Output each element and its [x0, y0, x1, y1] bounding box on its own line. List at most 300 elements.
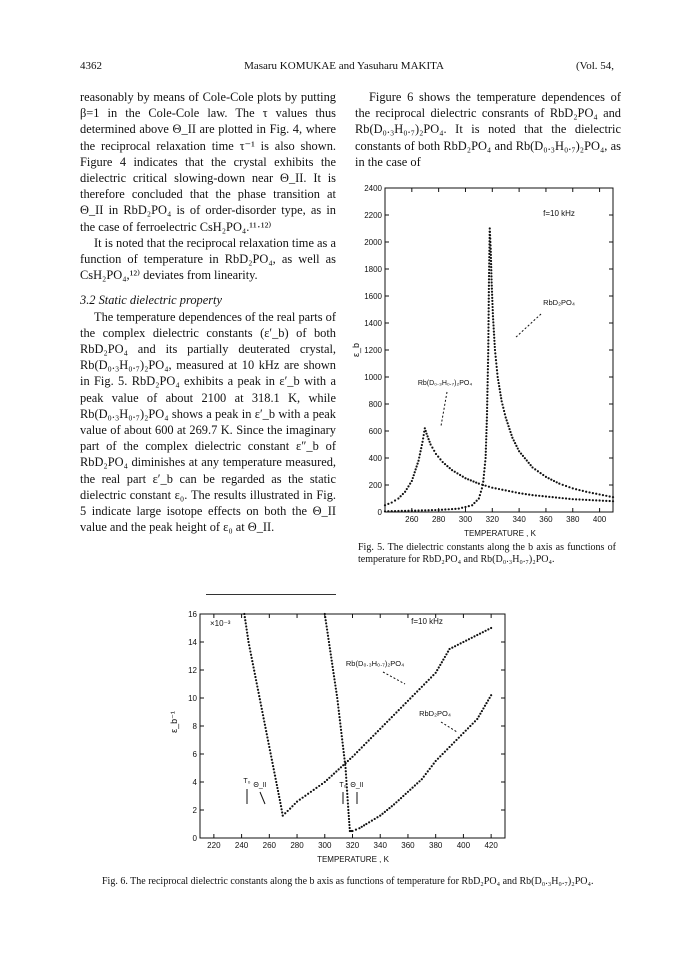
data-point — [414, 471, 416, 473]
data-point — [495, 487, 497, 489]
left-paragraph-2: It is noted that the reciprocal relaxation time as a function of temperature in RbD₂PO₄, as well as CsH₂PO₄,¹²⁾ deviates from linearity. — [80, 235, 336, 283]
y-tick-label: 8 — [192, 722, 197, 731]
data-point — [407, 485, 409, 487]
x-axis-label: TEMPERATURE , K — [464, 529, 536, 538]
data-point — [484, 457, 486, 459]
data-point — [513, 439, 515, 441]
x-tick-label: 420 — [484, 841, 498, 850]
data-point — [326, 632, 328, 634]
data-point — [419, 450, 421, 452]
series-label-rb-d03h07: Rb(D₀.₃H₀.₇)₂PO₄ — [345, 659, 405, 668]
data-point — [330, 656, 332, 658]
data-point — [258, 692, 260, 694]
y-tick-label: 16 — [188, 610, 197, 619]
data-point — [274, 775, 276, 777]
data-point — [510, 434, 512, 436]
data-point — [381, 813, 383, 815]
series-label-rbd2po4: RbD₂PO₄ — [419, 709, 451, 718]
data-point — [449, 467, 451, 469]
data-point — [470, 479, 472, 481]
data-point — [358, 749, 360, 751]
data-point — [340, 766, 342, 768]
data-point — [595, 493, 597, 495]
data-point — [588, 499, 590, 501]
data-point — [344, 767, 346, 769]
data-point — [411, 480, 413, 482]
data-point — [505, 416, 507, 418]
data-point — [272, 765, 274, 767]
data-point — [488, 281, 490, 283]
data-point — [498, 382, 500, 384]
data-point — [351, 830, 353, 832]
data-point — [488, 275, 490, 277]
data-point — [486, 404, 488, 406]
x-tick-label: 320 — [345, 841, 360, 850]
data-point — [486, 394, 488, 396]
data-point — [336, 697, 338, 699]
data-point — [391, 716, 393, 718]
data-point — [462, 641, 464, 643]
data-point — [355, 829, 357, 831]
data-point — [347, 760, 349, 762]
data-point — [354, 753, 356, 755]
data-point — [426, 435, 428, 437]
x-tick-label: 360 — [539, 515, 553, 524]
data-point — [460, 734, 462, 736]
data-point — [444, 751, 446, 753]
data-point — [301, 797, 303, 799]
data-point — [280, 808, 282, 810]
data-point — [598, 493, 600, 495]
data-point — [487, 333, 489, 335]
data-point — [467, 478, 469, 480]
data-point — [329, 650, 331, 652]
data-point — [345, 770, 347, 772]
data-point — [488, 297, 490, 299]
data-point — [423, 683, 425, 685]
data-point — [490, 266, 492, 268]
data-point — [489, 244, 491, 246]
data-point — [346, 793, 348, 795]
data-point — [409, 483, 411, 485]
data-point — [455, 739, 457, 741]
y-axis-label: ε_b — [351, 342, 361, 358]
data-point — [501, 489, 503, 491]
data-point — [331, 775, 333, 777]
data-point — [263, 717, 265, 719]
data-point — [405, 793, 407, 795]
data-point — [246, 628, 248, 630]
data-point — [279, 799, 281, 801]
data-point — [432, 674, 434, 676]
data-point — [247, 641, 249, 643]
y-tick-label: 1800 — [364, 265, 382, 274]
data-point — [494, 352, 496, 354]
data-point — [592, 499, 594, 501]
data-point — [490, 254, 492, 256]
data-point — [365, 742, 367, 744]
data-point — [500, 394, 502, 396]
data-point — [534, 468, 536, 470]
data-point — [444, 508, 446, 510]
data-point — [244, 619, 246, 621]
data-point — [505, 489, 507, 491]
data-point — [492, 324, 494, 326]
data-point — [384, 510, 386, 512]
data-point — [481, 484, 483, 486]
data-point — [568, 486, 570, 488]
data-point — [327, 635, 329, 637]
data-point — [489, 227, 491, 229]
data-point — [345, 777, 347, 779]
data-point — [528, 462, 530, 464]
data-point — [490, 260, 492, 262]
data-point — [439, 755, 441, 757]
data-point — [349, 827, 351, 829]
data-point — [475, 481, 477, 483]
data-point — [498, 385, 500, 387]
data-point — [340, 726, 342, 728]
data-point — [279, 802, 281, 804]
data-point — [374, 818, 376, 820]
data-point — [391, 510, 393, 512]
data-point — [291, 805, 293, 807]
data-point — [264, 727, 266, 729]
data-point — [243, 613, 245, 615]
data-point — [404, 510, 406, 512]
data-point — [486, 387, 488, 389]
data-point — [485, 451, 487, 453]
data-point — [458, 737, 460, 739]
data-point — [487, 628, 489, 630]
data-point — [251, 660, 253, 662]
data-point — [506, 419, 508, 421]
data-point — [413, 474, 415, 476]
data-point — [485, 441, 487, 443]
data-point — [490, 272, 492, 274]
data-point — [296, 801, 298, 803]
data-point — [552, 496, 554, 498]
data-point — [365, 823, 367, 825]
data-point — [484, 485, 486, 487]
data-point — [491, 306, 493, 308]
data-point — [491, 281, 493, 283]
data-point — [488, 310, 490, 312]
data-point — [417, 509, 419, 511]
x-tick-label: 340 — [512, 515, 526, 524]
data-point — [472, 723, 474, 725]
data-point — [526, 459, 528, 461]
data-point — [490, 257, 492, 259]
data-point — [327, 638, 329, 640]
data-point — [588, 491, 590, 493]
data-point — [572, 498, 574, 500]
data-point — [387, 503, 389, 505]
y-tick-label: 200 — [368, 481, 382, 490]
data-point — [393, 803, 395, 805]
data-point — [336, 694, 338, 696]
data-point — [400, 797, 402, 799]
data-point — [422, 437, 424, 439]
data-point — [562, 497, 564, 499]
x-axis-label: TEMPERATURE , K — [317, 855, 389, 864]
data-point — [397, 510, 399, 512]
data-point — [421, 441, 423, 443]
data-point — [486, 423, 488, 425]
data-point — [465, 640, 467, 642]
data-point — [446, 465, 448, 467]
leader-line — [441, 392, 447, 426]
data-point — [517, 447, 519, 449]
data-point — [499, 391, 501, 393]
data-point — [424, 427, 426, 429]
data-point — [535, 494, 537, 496]
data-point — [409, 789, 411, 791]
data-point — [347, 806, 349, 808]
data-point — [528, 494, 530, 496]
data-point — [483, 467, 485, 469]
data-point — [461, 507, 463, 509]
x-tick-label: 260 — [405, 515, 419, 524]
data-point — [585, 499, 587, 501]
data-point — [488, 304, 490, 306]
data-point — [493, 337, 495, 339]
data-point — [275, 778, 277, 780]
data-point — [486, 416, 488, 418]
data-point — [488, 291, 490, 293]
data-point — [430, 443, 432, 445]
data-point — [578, 489, 580, 491]
data-point — [425, 430, 427, 432]
data-point — [324, 616, 326, 618]
data-point — [400, 707, 402, 709]
data-point — [387, 510, 389, 512]
data-point — [488, 307, 490, 309]
data-point — [431, 447, 433, 449]
x-tick-label: 340 — [373, 841, 387, 850]
data-point — [582, 499, 584, 501]
data-point — [313, 789, 315, 791]
data-point — [299, 799, 301, 801]
data-point — [388, 807, 390, 809]
data-point — [341, 741, 343, 743]
data-point — [507, 425, 509, 427]
data-point — [344, 761, 346, 763]
data-point — [488, 272, 490, 274]
data-point — [482, 707, 484, 709]
data-point — [478, 715, 480, 717]
data-point — [602, 494, 604, 496]
data-point — [338, 713, 340, 715]
data-point — [482, 477, 484, 479]
data-point — [404, 491, 406, 493]
data-point — [488, 266, 490, 268]
data-point — [326, 628, 328, 630]
data-point — [467, 727, 469, 729]
data-point — [476, 634, 478, 636]
y-tick-label: 2400 — [364, 184, 382, 193]
data-point — [488, 301, 490, 303]
data-point — [487, 381, 489, 383]
data-point — [441, 509, 443, 511]
data-point — [508, 490, 510, 492]
data-point — [338, 710, 340, 712]
data-point — [511, 437, 513, 439]
data-point — [558, 497, 560, 499]
data-point — [261, 708, 263, 710]
theta-marker: Θ_II — [253, 782, 267, 789]
y-tick-label: 1600 — [364, 292, 382, 301]
running-head-authors: Masaru KOMUKAE and Yasuharu MAKITA — [244, 60, 444, 72]
data-point — [423, 776, 425, 778]
data-point — [280, 805, 282, 807]
data-point — [332, 666, 334, 668]
data-point — [244, 616, 246, 618]
data-point — [558, 483, 560, 485]
t0-marker: T₀ — [339, 782, 347, 789]
data-point — [414, 693, 416, 695]
data-point — [397, 497, 399, 499]
data-point — [441, 661, 443, 663]
data-point — [343, 754, 345, 756]
data-point — [485, 702, 487, 704]
data-point — [483, 470, 485, 472]
data-point — [542, 474, 544, 476]
data-point — [457, 644, 459, 646]
data-point — [324, 781, 326, 783]
data-point — [278, 796, 280, 798]
data-point — [347, 802, 349, 804]
data-point — [488, 294, 490, 296]
leader-line — [515, 314, 541, 338]
footnote-rule — [206, 594, 336, 595]
figure-5-caption: Fig. 5. The dielectric constants along the b axis as functions of temperature for RbD₂PO₄ and Rb(D₀.₃H₀.₇)₂PO₄. — [358, 542, 616, 565]
data-point — [438, 666, 440, 668]
data-point — [488, 314, 490, 316]
data-point — [539, 472, 541, 474]
data-point — [451, 647, 453, 649]
data-point — [530, 464, 532, 466]
data-point — [256, 682, 258, 684]
data-point — [252, 666, 254, 668]
y-tick-label: 1000 — [364, 373, 382, 382]
data-point — [249, 647, 251, 649]
freq-label: f=10 kHz — [543, 209, 575, 218]
data-point — [448, 508, 450, 510]
data-point — [245, 622, 247, 624]
data-point — [488, 486, 490, 488]
data-point — [268, 743, 270, 745]
data-point — [485, 432, 487, 434]
data-point — [487, 349, 489, 351]
data-point — [421, 778, 423, 780]
data-point — [409, 697, 411, 699]
data-point — [348, 824, 350, 826]
data-point — [371, 820, 373, 822]
data-point — [485, 435, 487, 437]
data-point — [490, 278, 492, 280]
data-point — [451, 744, 453, 746]
data-point — [416, 690, 418, 692]
x-tick-label: 320 — [485, 515, 499, 524]
data-point — [384, 811, 386, 813]
data-point — [437, 758, 439, 760]
right-paragraph-1: Figure 6 shows the temperature dependences of the reciprocal dielectric consrants of RbD₂PO₄ and Rb(D₀.₃H₀.₇)₂PO₄. It is noted that the dielectric constants of both RbD₂PO₄ and Rb(D₀.₃H₀.₇)₂PO₄, as in the case of — [355, 90, 621, 169]
data-point — [332, 672, 334, 674]
data-point — [481, 487, 483, 489]
y-tick-label: 6 — [192, 750, 197, 759]
y-tick-label: 800 — [368, 400, 382, 409]
x-tick-label: 400 — [592, 515, 607, 524]
data-point — [501, 400, 503, 402]
data-point — [273, 768, 275, 770]
data-point — [485, 438, 487, 440]
y-tick-label: 1400 — [364, 319, 382, 328]
x-tick-label: 300 — [458, 515, 473, 524]
data-point — [490, 263, 492, 265]
data-point — [458, 508, 460, 510]
y-tick-label: 12 — [188, 666, 197, 675]
data-point — [446, 748, 448, 750]
data-point — [460, 642, 462, 644]
data-point — [525, 493, 527, 495]
data-point — [361, 826, 363, 828]
data-point — [341, 738, 343, 740]
data-point — [518, 492, 520, 494]
data-point — [492, 315, 494, 317]
data-point — [531, 494, 533, 496]
data-point — [428, 441, 430, 443]
data-point — [575, 498, 577, 500]
figure-6-chart — [165, 604, 515, 874]
y-tick-label: 4 — [192, 778, 197, 787]
data-point — [331, 660, 333, 662]
data-point — [345, 773, 347, 775]
data-point — [490, 248, 492, 250]
data-point — [444, 463, 446, 465]
data-point — [424, 509, 426, 511]
data-point — [249, 650, 251, 652]
data-point — [476, 718, 478, 720]
data-point — [444, 656, 446, 658]
data-point — [509, 431, 511, 433]
data-point — [445, 653, 447, 655]
data-point — [325, 622, 327, 624]
data-point — [391, 501, 393, 503]
data-point — [486, 407, 488, 409]
data-point — [476, 500, 478, 502]
data-point — [325, 619, 327, 621]
data-point — [508, 428, 510, 430]
data-point — [333, 773, 335, 775]
data-point — [427, 770, 429, 772]
data-point — [487, 339, 489, 341]
data-point — [492, 312, 494, 314]
data-point — [448, 746, 450, 748]
data-point — [493, 330, 495, 332]
data-point — [488, 278, 490, 280]
data-point — [263, 720, 265, 722]
data-point — [251, 657, 253, 659]
data-point — [578, 498, 580, 500]
data-point — [375, 732, 377, 734]
data-point — [442, 461, 444, 463]
data-point — [605, 495, 607, 497]
data-point — [520, 452, 522, 454]
data-point — [304, 795, 306, 797]
data-point — [329, 647, 331, 649]
data-point — [483, 474, 485, 476]
